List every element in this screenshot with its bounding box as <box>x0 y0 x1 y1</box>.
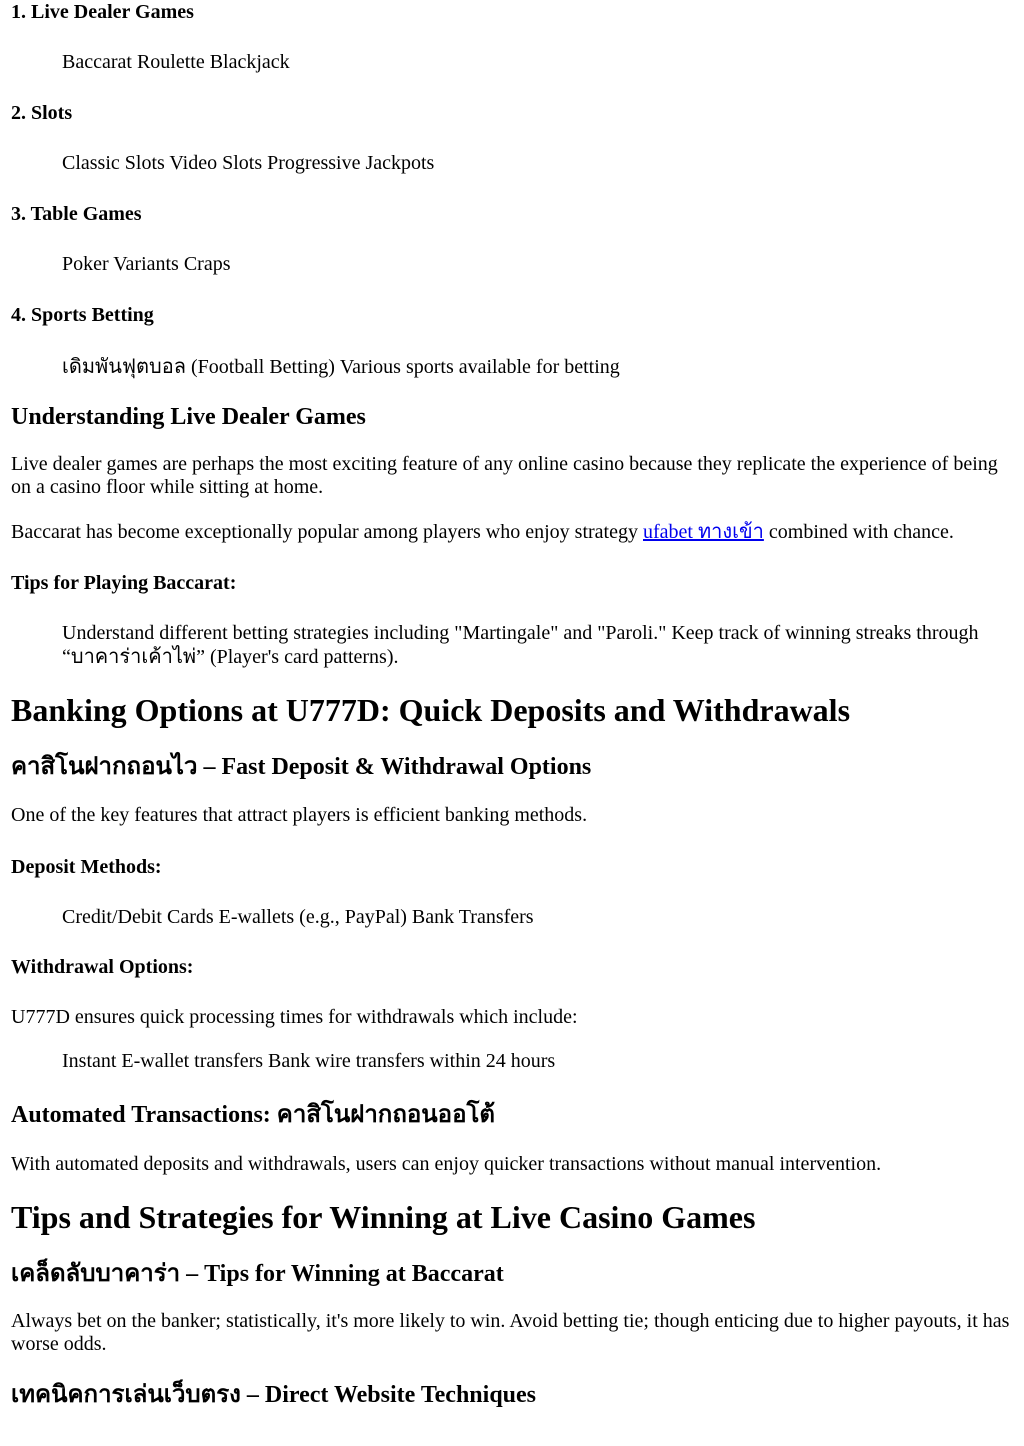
deposit-methods-items: Credit/Debit Cards E-wallets (e.g., PayPal) Bank Transfers <box>62 906 534 928</box>
section-title-strategies: Tips and Strategies for Winning at Live Casino Games <box>11 1199 756 1235</box>
paragraph-baccarat-popularity <box>11 521 1013 544</box>
thai-text: คาสิโนฝากถอนไว <box>11 754 198 780</box>
withdrawal-items: Instant E-wallet transfers Bank wire transfers within 24 hours <box>62 1050 556 1072</box>
subheading-direct-website <box>11 1381 1013 1409</box>
thai-text: เคล็ดลับบาคาร่า <box>11 1261 181 1287</box>
category-heading-live-dealer: 1. Live Dealer Games <box>11 1 194 23</box>
heading-text: – Direct Website Techniques <box>240 1382 537 1408</box>
items-text: (Football Betting) Various sports available for betting <box>185 356 620 378</box>
category-items-live-dealer: Baccarat Roulette Blackjack <box>62 51 290 73</box>
heading-text: – Tips for Winning at Baccarat <box>180 1261 504 1287</box>
subheading-baccarat-tips <box>11 1260 1013 1288</box>
section-title-banking: Banking Options at U777D: Quick Deposits and Withdrawals <box>11 692 851 728</box>
category-heading-table-games: 3. Table Games <box>11 203 142 225</box>
heading-text: – Fast Deposit & Withdrawal Options <box>197 754 592 780</box>
para-text: Baccarat has become exceptionally popular among players who enjoy strategy <box>11 521 643 543</box>
category-heading-sports-betting: 4. Sports Betting <box>11 304 154 326</box>
ufabet-link[interactable]: ufabet ทางเข้า <box>643 521 764 543</box>
paragraph-baccarat-tips: Always bet on the banker; statistically, it's more likely to win. Avoid betting tie; though enticing due to higher payouts, it has worse odds. <box>11 1310 1010 1355</box>
thai-text: เดิมพันฟุตบอล <box>62 356 186 378</box>
category-items-sports-betting <box>11 355 1013 379</box>
paragraph-withdrawal-intro: U777D ensures quick processing times for withdrawals which include: <box>11 1006 578 1028</box>
deposit-methods-label: Deposit Methods: <box>11 856 162 878</box>
subheading-automated-transactions <box>11 1101 1013 1129</box>
tips-label: Tips for Playing Baccarat: <box>11 572 237 594</box>
paragraph-live-dealer-intro: Live dealer games are perhaps the most exciting feature of any online casino because they replicate the experience of being on a casino floor while sitting at home. <box>11 453 998 498</box>
tips-text: Understand different betting strategies including "Martingale" and "Paroli." Keep track of winning streaks through “บาคาร่าเค้าไพ่” (Player's card patterns). <box>62 622 979 668</box>
section-heading-live-dealer: Understanding Live Dealer Games <box>11 404 366 430</box>
thai-text: เทคนิคการเล่นเว็บตรง <box>11 1382 241 1408</box>
category-heading-slots: 2. Slots <box>11 102 73 124</box>
thai-text: คาสิโนฝากถอนออโต้ <box>276 1102 495 1128</box>
category-items-slots: Classic Slots Video Slots Progressive Jackpots <box>62 152 435 174</box>
heading-text: Automated Transactions: <box>11 1102 277 1128</box>
category-items-table-games: Poker Variants Craps <box>62 253 231 275</box>
paragraph-automated: With automated deposits and withdrawals, users can enjoy quicker transactions without manual intervention. <box>11 1153 882 1175</box>
subheading-fast-deposit <box>11 753 1013 781</box>
para-text: combined with chance. <box>763 521 954 543</box>
withdrawal-options-label: Withdrawal Options: <box>11 956 194 978</box>
paragraph-banking-intro: One of the key features that attract players is efficient banking methods. <box>11 804 588 826</box>
